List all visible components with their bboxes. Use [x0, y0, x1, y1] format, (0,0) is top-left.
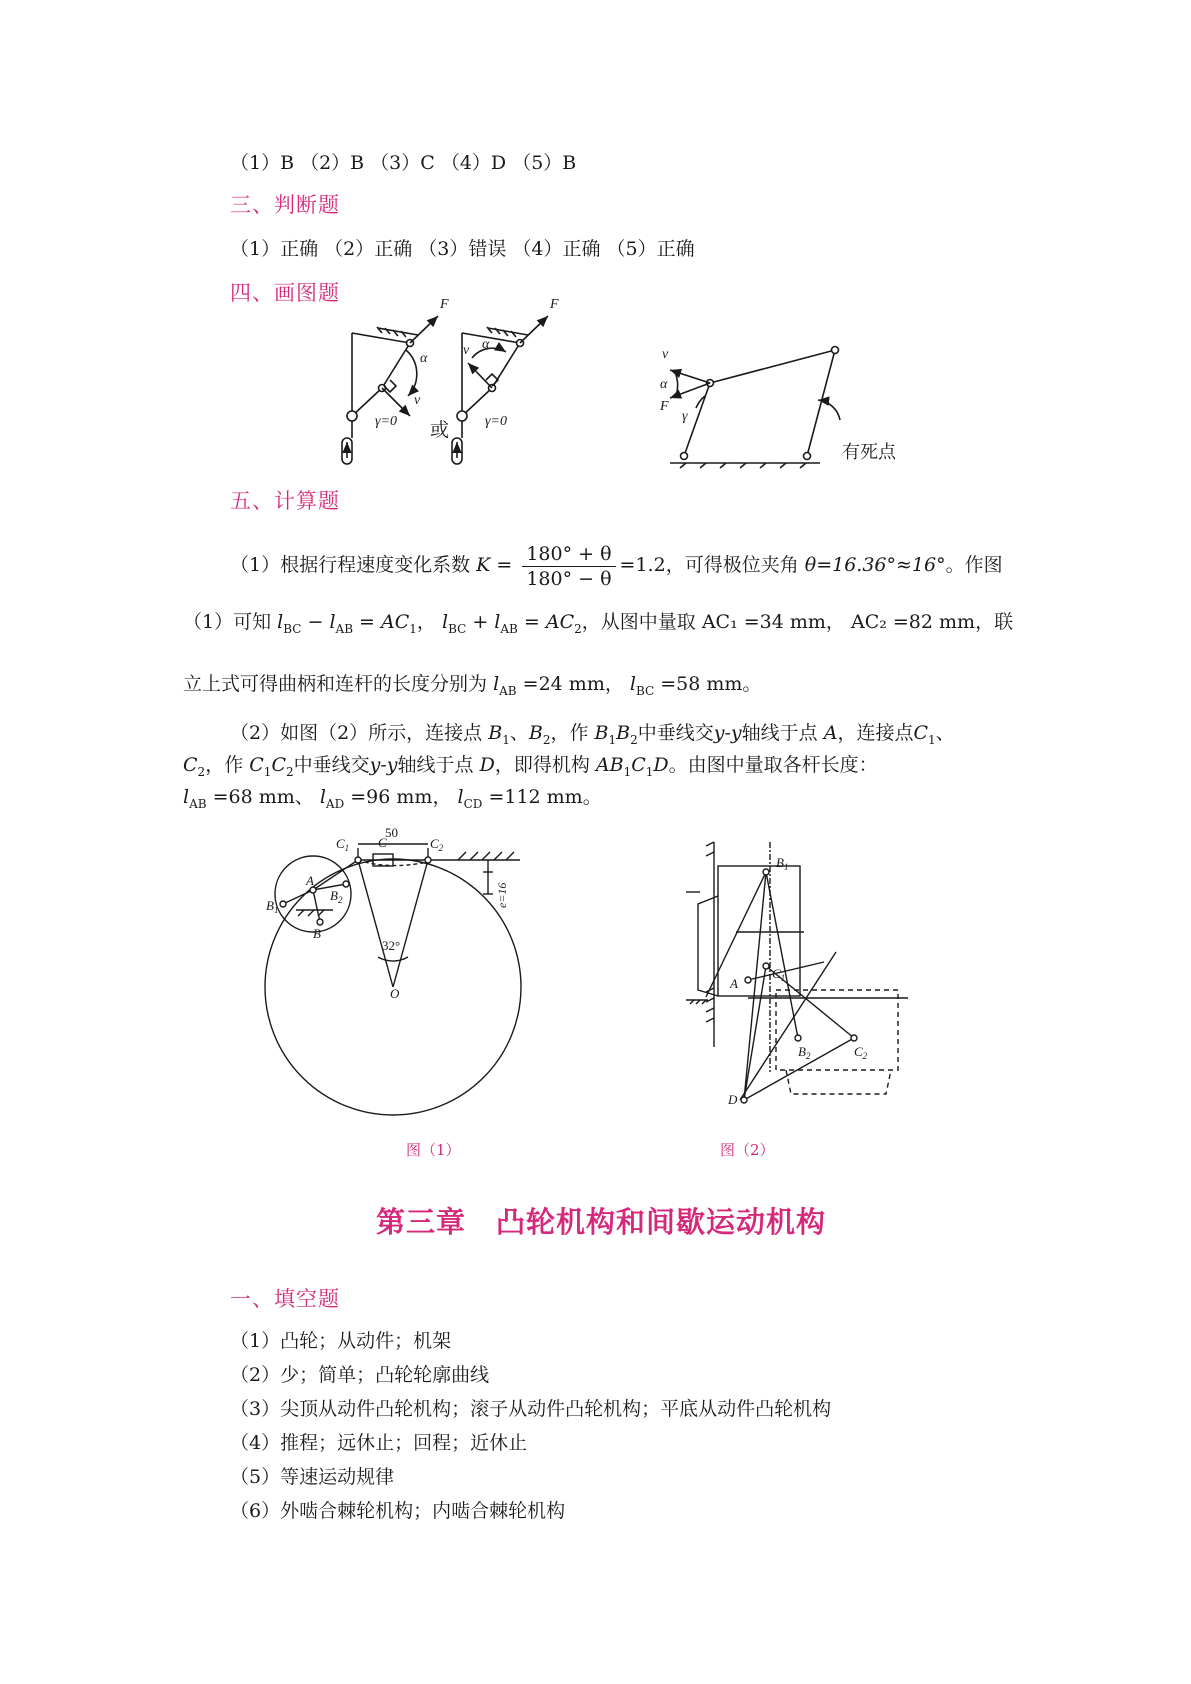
value-p2-lcd: =112 mm — [488, 786, 583, 808]
sep2: ， — [432, 786, 452, 808]
t4: 中垂线交 — [637, 722, 714, 744]
fig1-label-C: C — [378, 835, 387, 850]
fig1-label-e: e=16 — [495, 882, 509, 908]
value-K: =1.2 — [619, 554, 666, 576]
t9: 中垂线交 — [293, 754, 370, 776]
judge-answers: （1）正确 （2）正确 （3）错误 （4）正确 （5）正确 — [230, 238, 695, 260]
yy-axis: y-y — [713, 722, 742, 744]
label-gamma-3: γ — [682, 409, 688, 424]
t7: 、 — [935, 722, 955, 744]
fig2-label-B2: $B_2$ — [798, 1044, 811, 1061]
text-mid: ，可得极位夹角 — [665, 554, 799, 576]
fig2-caption: 图（2） — [720, 1141, 775, 1159]
fig1-label-A: A — [306, 873, 314, 888]
fraction-denominator: 180° − θ — [526, 567, 612, 590]
fig1-label-O: O — [390, 986, 400, 1001]
chapter-title: 第三章 凸轮机构和间歇运动机构 — [376, 1205, 827, 1239]
text-tail: 。作图 — [945, 554, 1003, 576]
t10: 轴线于点 — [397, 754, 474, 776]
t6: ，连接点 — [837, 722, 914, 744]
figure-2 — [686, 842, 918, 1107]
section-heading-draw: 四、画图题 — [230, 281, 340, 305]
t8: ，作 — [205, 754, 244, 776]
value-p2-lad: =96 mm — [350, 786, 433, 808]
label-alpha-1: α — [420, 351, 428, 366]
fill-item-6: （6）外啮合棘轮机构；内啮合棘轮机构 — [230, 1500, 566, 1522]
label-F-1: F — [440, 297, 449, 312]
t1: （2）如图（2）所示，连接点 — [230, 722, 483, 744]
mechanism-sketch-3 — [670, 347, 840, 469]
fraction — [522, 542, 615, 591]
t3: ，作 — [550, 722, 589, 744]
fill-item-4: （4）推程；远休止；回程；近休止 — [230, 1432, 528, 1454]
symbol-K: K — [476, 554, 491, 576]
fill-item-5: （5）等速运动规律 — [230, 1466, 395, 1488]
label-F-3: F — [660, 399, 669, 414]
fig2-label-B1: $B_1$ — [776, 855, 789, 872]
calc-p1-line1: （1）根据行程速度变化系数 K = $\frac{180^\circ + \theta}{180^\circ - \theta}$ =1.2，可得极位夹角 θ=16.36°≈16°。作图 — [230, 542, 1003, 590]
t2: 、 — [509, 722, 529, 744]
text-measure: ，从图中量取 — [581, 611, 696, 633]
fig1-dim-50: 50 — [385, 825, 398, 840]
label-alpha-3: α — [660, 377, 668, 392]
value-p2-lab: =68 mm — [212, 786, 295, 808]
fig1-label-B: B — [313, 926, 321, 941]
mechanism-sketch-2 — [452, 316, 548, 464]
mechanism-sketch-1 — [342, 316, 438, 464]
section-heading-calc: 五、计算题 — [230, 489, 340, 513]
label-v-3: v — [662, 347, 669, 362]
text-result: 立上式可得曲柄和连杆的长度分别为 — [183, 673, 488, 695]
sep1: 、 — [294, 786, 314, 808]
yy-axis-2: y-y — [369, 754, 398, 776]
calc-p2-line2: $C_2$，作 $C_1C_2$中垂线交y-y轴线于点 D，即得机构 $AB_1C_1D$。由图中量取各杆长度： — [183, 754, 878, 779]
theta-result: θ=16.36°≈16° — [804, 554, 946, 576]
fill-item-3: （3）尖顶从动件凸轮机构；滚子从动件凸轮机构；平底从动件凸轮机构 — [230, 1398, 832, 1420]
value-ac2: AC₂ =82 mm — [850, 611, 976, 633]
calc-p1-line2: （1）可知 $l_{BC} - l_{AB} = AC_1$， $l_{BC} + l_{AB} = AC_2$，从图中量取 AC₁ =34 mm， AC₂ =82 mm，联 — [183, 611, 1014, 636]
figure-1 — [258, 812, 538, 1117]
label-gamma0-1: γ=0 — [375, 414, 397, 429]
choice-answers: （1）B （2）B （3）C （4）D （5）B — [230, 152, 577, 174]
fig1-label-C2: $C_2$ — [430, 836, 444, 853]
fig1-label-angle: 32° — [382, 938, 401, 953]
fig1-label-B1: $B_1$ — [266, 898, 279, 915]
sep: ， — [416, 611, 436, 633]
fraction-numerator: 180° + θ — [522, 542, 615, 567]
fill-item-2: （2）少；简单；凸轮轮廓曲线 — [230, 1364, 490, 1386]
t12: 。由图中量取各杆长度： — [668, 754, 878, 776]
end2: 。 — [582, 786, 602, 808]
fill-item-1: （1）凸轮；从动件；机架 — [230, 1330, 452, 1352]
fig1-label-B2: $B_2$ — [330, 888, 343, 905]
section-heading-judge: 三、判断题 — [230, 193, 340, 217]
label-gamma0-2: γ=0 — [485, 414, 507, 429]
t5: 轴线于点 — [741, 722, 818, 744]
fig2-label-A: A — [730, 976, 738, 991]
label-or: 或 — [430, 420, 450, 441]
value-lbc: =58 mm — [660, 673, 743, 695]
label-v-1: v — [414, 393, 421, 408]
fig2-label-C2: $C_2$ — [854, 1044, 868, 1061]
calc-p2-line3: $l_{AB} =68$ mm、 $l_{AD} =96$ mm， $l_{CD} =112$ mm。 — [183, 786, 602, 811]
text-end: ，联 — [975, 611, 1014, 633]
fig1-caption: 图（1） — [406, 1141, 461, 1159]
label-v-2: v — [463, 343, 470, 358]
value-lab: =24 mm — [522, 673, 605, 695]
text-known: （1）可知 — [183, 611, 272, 633]
section-heading-fill: 一、填空题 — [230, 1287, 340, 1311]
fig2-label-D: D — [728, 1092, 738, 1107]
text-prefix: （1）根据行程速度变化系数 — [230, 554, 471, 576]
fig2-label-C1: $C_1$ — [772, 966, 786, 983]
label-dead-point: 有死点 — [842, 442, 896, 462]
draw-figures — [330, 297, 930, 478]
label-F-2: F — [550, 297, 559, 312]
value-ac1: AC₁ =34 mm — [701, 611, 826, 633]
t11: ，即得机构 — [494, 754, 590, 776]
fig1-label-C1: $C_1$ — [336, 836, 350, 853]
calc-p2-line1: （2）如图（2）所示，连接点 $B_1$、$B_2$，作 $B_1B_2$中垂线交y-y轴线于点 A，连接点$C_1$、 — [230, 722, 955, 747]
label-alpha-2: α — [482, 337, 490, 352]
calc-p1-line3: 立上式可得曲柄和连杆的长度分别为 $l_{AB} =24$ mm， $l_{BC} =58$ mm。 — [183, 673, 762, 698]
end: 。 — [742, 673, 762, 695]
